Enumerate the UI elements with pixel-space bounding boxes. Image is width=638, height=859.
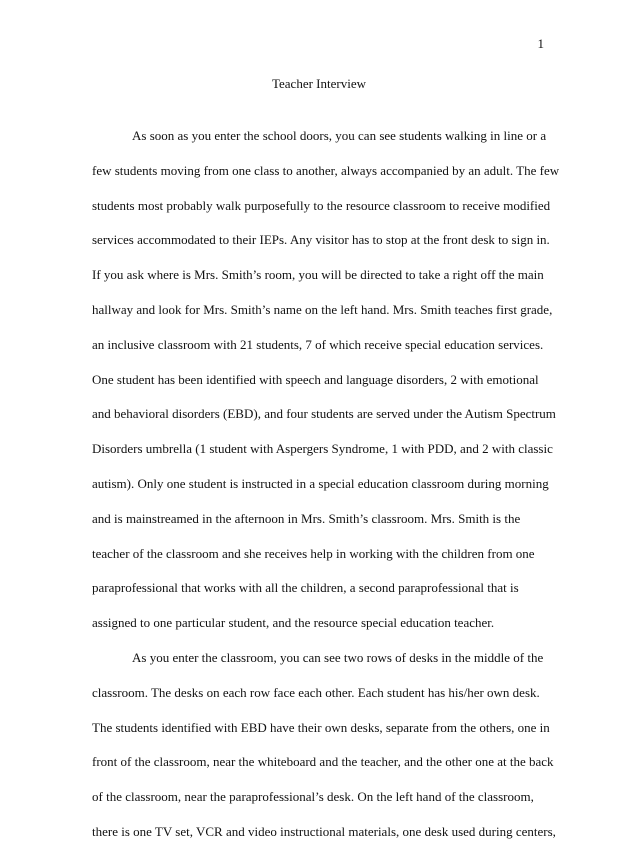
text-line: autism). Only one student is instructed in a special education classroom during morning — [92, 475, 549, 491]
document-title: Teacher Interview — [271, 76, 366, 91]
text-line: there is one TV set, VCR and video instructional materials, one desk used during centers, — [92, 823, 556, 839]
text-line: of the classroom, near the paraprofessional’s desk. On the left hand of the classroom, — [92, 789, 534, 805]
text-line: students most probably walk purposefully to the resource classroom to receive modified — [92, 197, 551, 213]
text-line: As soon as you enter the school doors, you can see students walking in line or a — [132, 128, 547, 143]
text-line: One student has been identified with speech and language disorders, 2 with emotional — [92, 371, 539, 387]
text-line: an inclusive classroom with 21 students, 7 of which receive special education services. — [92, 336, 544, 352]
text-line: front of the classroom, near the whiteboard and the teacher, and the other one at the back — [92, 754, 554, 770]
body-text — [92, 128, 560, 859]
page-number: 1 — [537, 36, 544, 51]
text-line: If you ask where is Mrs. Smith’s room, you will be directed to take a right off the main — [92, 267, 544, 283]
text-line: classroom. The desks on each row face each other. Each student has his/her own desk. — [92, 684, 540, 700]
text-line: assigned to one particular student, and the resource special education teacher. — [92, 615, 495, 631]
text-line: paraprofessional that works with all the children, a second paraprofessional that is — [92, 580, 519, 596]
text-line: The students identified with EBD have their own desks, separate from the others, one in — [92, 719, 550, 735]
text-line: As you enter the classroom, you can see two rows of desks in the middle of the — [132, 649, 544, 665]
text-line: Disorders umbrella (1 student with Aspergers Syndrome, 1 with PDD, and 2 with classic — [92, 441, 553, 457]
text-line: hallway and look for Mrs. Smith’s name on the left hand. Mrs. Smith teaches first grade, — [92, 301, 553, 317]
text-line: and is mainstreamed in the afternoon in Mrs. Smith’s classroom. Mrs. Smith is the — [92, 510, 521, 526]
text-line: services accommodated to their IEPs. Any visitor has to stop at the front desk to sign in. — [92, 232, 550, 248]
text-line: teacher of the classroom and she receives help in working with the children from one — [92, 545, 535, 561]
text-line: few students moving from one class to another, always accompanied by an adult. The few — [92, 162, 560, 178]
text-line: and behavioral disorders (EBD), and four students are served under the Autism Spectrum — [92, 406, 556, 422]
